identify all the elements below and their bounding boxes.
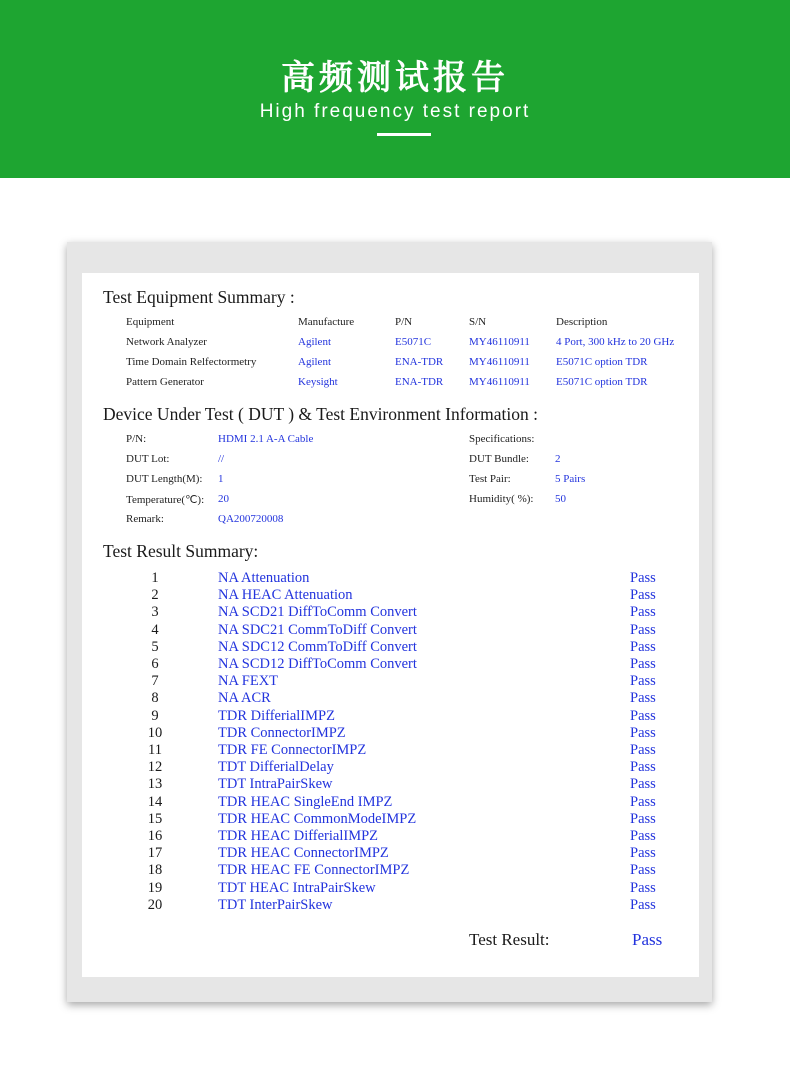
result-number: 4 (151, 621, 159, 638)
result-test-name: NA FEXT (218, 673, 279, 690)
result-number: 6 (151, 656, 159, 672)
equipment-pn: ENA-TDR (395, 376, 444, 388)
result-number: 10 (147, 724, 163, 741)
final-result-value: Pass (632, 930, 663, 949)
equipment-col-header: Equipment (126, 316, 175, 328)
env-label: Test Pair: (469, 473, 511, 485)
result-number: 11 (148, 742, 162, 758)
dut-value: HDMI 2.1 A-A Cable (218, 433, 314, 445)
result-status: Pass (630, 673, 656, 690)
result-number: 20 (147, 896, 163, 913)
result-test-name: NA ACR (218, 690, 271, 707)
env-label: Humidity( %): (469, 493, 534, 505)
env-label: DUT Bundle: (469, 453, 529, 465)
result-status: Pass (630, 621, 656, 638)
title-underline (377, 133, 431, 136)
dut-heading: Device Under Test ( DUT ) & Test Environment Information : (103, 404, 538, 424)
equipment-description: E5071C option TDR (556, 356, 648, 368)
final-result-label: Test Result: (469, 930, 550, 949)
result-test-name: TDR HEAC CommonModeIMPZ (218, 810, 417, 827)
result-test-name: TDT DifferialDelay (218, 759, 334, 776)
equipment-pn: E5071C (395, 336, 432, 348)
result-test-name: TDT InterPairSkew (218, 896, 333, 913)
pn-col-header: P/N (395, 316, 413, 328)
env-value: 50 (555, 493, 566, 505)
result-number: 2 (151, 587, 159, 604)
result-test-name: NA SDC12 CommToDiff Convert (218, 638, 417, 655)
result-status: Pass (630, 656, 656, 672)
equipment-description: E5071C option TDR (556, 376, 648, 388)
dut-label: Remark: (126, 513, 164, 525)
result-status: Pass (630, 690, 656, 707)
env-label: Specifications: (469, 433, 535, 445)
description-col-header: Description (556, 316, 608, 328)
env-value: 5 Pairs (555, 473, 586, 485)
equipment-manufacture: Agilent (298, 336, 331, 348)
env-value: 2 (555, 453, 561, 465)
equipment-sn: MY46110911 (469, 356, 530, 368)
result-status: Pass (630, 604, 656, 621)
result-test-name: TDT HEAC IntraPairSkew (218, 879, 376, 896)
result-number: 8 (151, 690, 159, 707)
equipment-pn: ENA-TDR (395, 356, 444, 368)
result-test-name: TDR HEAC SingleEnd IMPZ (218, 793, 393, 810)
result-number: 7 (151, 673, 159, 690)
result-test-name: NA Attenuation (218, 570, 310, 586)
dut-value: 20 (218, 493, 229, 505)
result-status: Pass (630, 724, 656, 741)
results-heading: Test Result Summary: (103, 541, 259, 561)
result-number: 3 (151, 604, 159, 621)
dut-value: // (218, 453, 225, 465)
result-test-name: TDR FE ConnectorIMPZ (218, 742, 367, 758)
result-number: 12 (147, 759, 163, 776)
result-status: Pass (630, 862, 656, 879)
equipment-name: Pattern Generator (126, 376, 204, 388)
result-number: 1 (151, 570, 159, 586)
dut-label: DUT Length(M): (126, 473, 203, 485)
result-test-name: TDR ConnectorIMPZ (218, 724, 346, 741)
result-test-name: TDR HEAC DifferialIMPZ (218, 828, 379, 844)
manufacture-col-header: Manufacture (298, 316, 355, 328)
result-number: 16 (147, 828, 163, 844)
dut-label: P/N: (126, 433, 147, 445)
result-status: Pass (630, 759, 656, 776)
equipment-description: 4 Port, 300 kHz to 20 GHz (556, 336, 675, 348)
equipment-manufacture: Keysight (298, 376, 338, 388)
dut-value: 1 (218, 473, 224, 485)
result-number: 5 (151, 638, 159, 655)
dut-value: QA200720008 (218, 513, 284, 525)
equipment-name: Network Analyzer (126, 336, 207, 348)
dut-label: DUT Lot: (126, 453, 170, 465)
result-number: 9 (151, 707, 159, 724)
result-test-name: TDT IntraPairSkew (218, 776, 333, 793)
report-title: 高频测试报告 (281, 58, 509, 98)
result-test-name: TDR HEAC FE ConnectorIMPZ (218, 862, 410, 879)
result-status: Pass (630, 896, 656, 913)
result-status: Pass (630, 742, 656, 758)
result-number: 13 (147, 776, 163, 793)
result-status: Pass (630, 776, 656, 793)
header-banner (0, 0, 790, 178)
result-test-name: NA SCD21 DiffToComm Convert (218, 604, 417, 621)
result-number: 14 (147, 793, 163, 810)
result-status: Pass (630, 810, 656, 827)
result-test-name: NA HEAC Attenuation (218, 587, 353, 604)
equipment-manufacture: Agilent (298, 356, 331, 368)
result-status: Pass (630, 707, 656, 724)
report-subtitle: High frequency test report (259, 101, 531, 122)
result-test-name: NA SCD12 DiffToComm Convert (218, 656, 417, 672)
equipment-sn: MY46110911 (469, 336, 530, 348)
dut-label: Temperature(℃): (126, 494, 205, 506)
equipment-sn: MY46110911 (469, 376, 530, 388)
result-test-name: TDR DifferialIMPZ (218, 707, 335, 724)
result-number: 15 (147, 810, 163, 827)
result-number: 18 (147, 862, 163, 879)
result-status: Pass (630, 587, 656, 604)
result-test-name: TDR HEAC ConnectorIMPZ (218, 845, 389, 862)
result-status: Pass (630, 879, 656, 896)
result-status: Pass (630, 828, 656, 844)
result-number: 19 (147, 879, 163, 896)
result-status: Pass (630, 793, 656, 810)
result-number: 17 (147, 845, 163, 862)
result-test-name: NA SDC21 CommToDiff Convert (218, 621, 417, 638)
result-status: Pass (630, 638, 656, 655)
sn-col-header: S/N (469, 316, 487, 328)
equipment-name: Time Domain Relfectormetry (126, 356, 257, 368)
equipment-heading: Test Equipment Summary : (103, 287, 295, 307)
result-status: Pass (630, 845, 656, 862)
result-status: Pass (630, 570, 656, 586)
